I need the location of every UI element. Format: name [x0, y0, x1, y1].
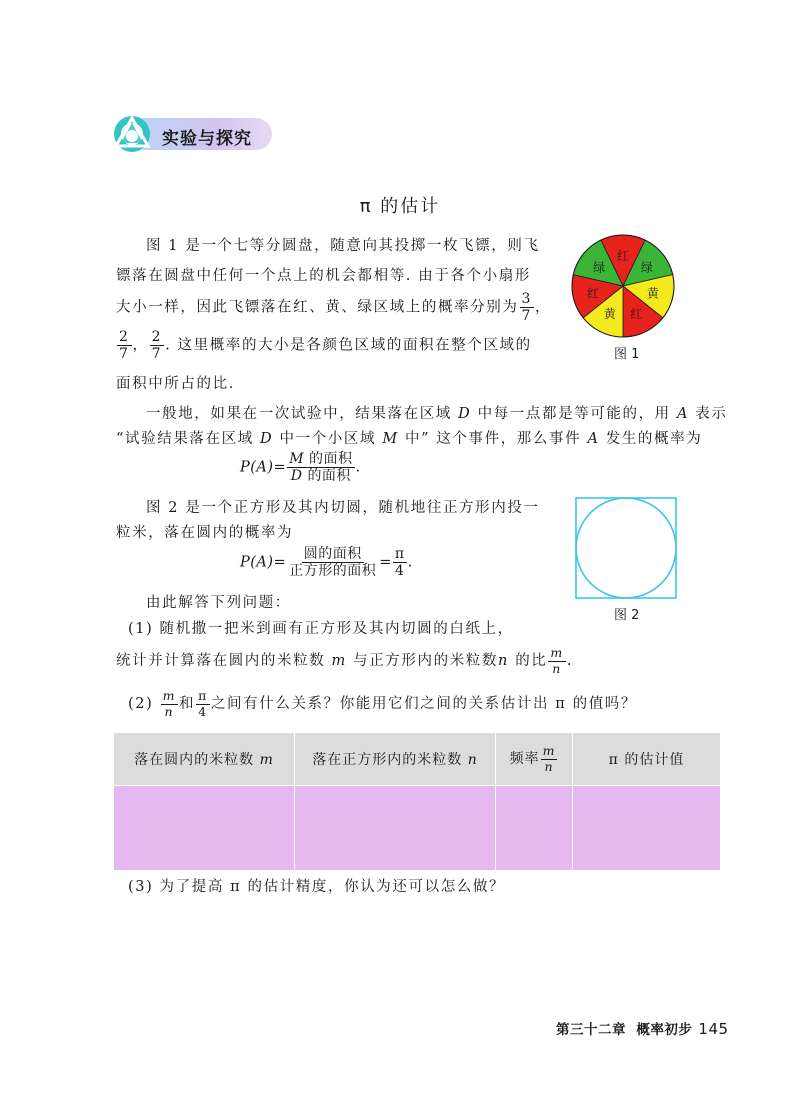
pi-over-4 — [393, 547, 407, 578]
den-text: 的面积 — [307, 468, 351, 484]
header-text: 落在正方形内的米粒数 — [312, 752, 463, 768]
para2-text: 中” 这个事件，那么事件 — [404, 431, 582, 447]
frac-den: n — [164, 703, 175, 719]
period: . — [355, 459, 361, 476]
figure2-square-circle — [575, 497, 677, 599]
formula-lhs: P(A)= — [240, 459, 287, 476]
period: . — [407, 554, 413, 571]
header-frequency — [496, 733, 573, 786]
footer-chapter: 第三十二章 — [556, 1022, 626, 1038]
footer-section: 概率初步 — [636, 1022, 693, 1038]
frac-num: 3 — [521, 291, 533, 307]
var-n: n — [467, 752, 478, 768]
banner-title: 实验与探究 — [162, 129, 252, 149]
period: . — [566, 653, 574, 669]
para2-text: 发生的概率为 — [605, 431, 703, 447]
frac-den: 4 — [395, 563, 405, 579]
formula2-fraction — [287, 547, 378, 578]
q3-line: (3) 为了提高 π 的估计精度，你认为还可以怎么做？ — [128, 879, 506, 895]
header-text: 频率 — [509, 751, 540, 767]
frac-num: π — [198, 688, 208, 703]
frac-num: π — [394, 546, 405, 562]
frac-num: m — [162, 688, 177, 703]
header-pi-estimate: π 的估计值 — [573, 733, 721, 786]
var-A: A — [587, 431, 600, 447]
frac-num: 2 — [151, 329, 163, 345]
formula-circle-probability — [240, 547, 413, 578]
var-D: D — [458, 406, 472, 422]
var-M: M — [289, 451, 305, 467]
var-D: D — [260, 431, 274, 447]
q1-line2 — [116, 647, 573, 675]
table-header-row — [114, 733, 720, 786]
disk-sector-label: 红 — [616, 248, 630, 263]
formula-event-probability — [240, 452, 361, 483]
disk-sector-label: 绿 — [593, 260, 606, 275]
para2-text: 一般地，如果在一次试验中，结果落在区域 — [146, 406, 452, 422]
header-text: 落在圆内的米粒数 — [134, 752, 255, 768]
frac-num: 2 — [119, 329, 130, 345]
data-table — [114, 733, 720, 870]
para1-line3-text: 大小一样，因此飞镖落在红、黄、绿区域上的概率分别为 — [116, 299, 519, 316]
cell-circle-count[interactable] — [114, 786, 295, 871]
para2-line1 — [146, 403, 728, 425]
q1-line1: (1) 随机撒一把米到画有正方形及其内切圆的白纸上， — [128, 621, 514, 637]
frac-den — [289, 468, 353, 483]
comma: ， — [132, 337, 149, 354]
pi-over-4 — [196, 690, 210, 718]
m-over-n — [548, 647, 565, 675]
disk-sector-label: 红 — [587, 286, 600, 301]
comma: ， — [535, 299, 552, 316]
num-text: 的面积 — [309, 451, 353, 467]
frac-den: 正方形的面积 — [289, 563, 377, 579]
figure1-caption: 图 1 — [614, 347, 640, 362]
equals: = — [379, 554, 392, 571]
frac-den: n — [544, 758, 554, 774]
frac-num: m — [550, 645, 564, 660]
cell-pi-estimate[interactable] — [573, 786, 721, 871]
header-circle-count — [114, 733, 295, 786]
fraction-red — [520, 292, 535, 323]
q1-text: 统计并计算落在圆内的米粒数 — [116, 653, 326, 669]
var-D: D — [290, 468, 303, 484]
var-n: n — [498, 653, 509, 669]
para1-line4-text: . 这里概率的大小是各颜色区域的面积在整个区域的 — [165, 337, 532, 354]
var-m: m — [331, 653, 347, 669]
fraction-yellow — [117, 330, 132, 361]
var-M: M — [382, 431, 399, 447]
answer-intro: 由此解答下列问题： — [146, 595, 291, 611]
figure1-disk — [570, 233, 676, 339]
para1-line4 — [116, 330, 532, 361]
para1-line3 — [116, 292, 551, 323]
frac-den: 4 — [198, 703, 208, 719]
para3-line2: 粒米，落在圆内的概率为 — [116, 525, 294, 541]
para2-text: 中每一点都是等可能的，用 — [477, 406, 671, 422]
para2-text: 中一个小区域 — [279, 431, 377, 447]
var-A: A — [677, 406, 690, 422]
figure2-caption: 图 2 — [614, 608, 640, 623]
frac-den: n — [552, 660, 562, 676]
formula-lhs: P(A)= — [240, 554, 287, 571]
q2-line — [128, 690, 637, 718]
var-m: m — [259, 752, 274, 768]
banner-logo-icon — [112, 112, 156, 156]
page-footer — [556, 1018, 729, 1038]
section-banner — [112, 112, 272, 154]
para1-line2: 镖落在圆盘中任何一个点上的机会都相等. 由于各个小扇形 — [116, 268, 531, 284]
frac-den: 7 — [119, 346, 130, 362]
header-square-count — [295, 733, 496, 786]
disk-sector-label: 红 — [630, 307, 643, 322]
q2-text: 之间有什么关系？你能用它们之间的关系估计出 π 的值吗？ — [210, 696, 637, 712]
para3-line1: 图 2 是一个正方形及其内切圆，随机地往正方形内投一 — [146, 500, 540, 516]
disk-sector-label: 黄 — [646, 286, 659, 301]
frac-den: 7 — [521, 308, 533, 324]
para2-line2 — [116, 428, 702, 450]
page-number: 145 — [698, 1020, 729, 1038]
formula1-fraction — [287, 452, 354, 483]
cell-square-count[interactable] — [295, 786, 496, 871]
q2-and: 和 — [179, 696, 196, 712]
para1-line5: 面积中所占的比. — [116, 376, 235, 392]
m-over-n — [541, 745, 558, 773]
q2-prefix: (2) — [128, 696, 154, 712]
disk-sector-label: 绿 — [640, 260, 653, 275]
frac-num — [287, 452, 354, 468]
table-row — [114, 786, 720, 871]
para2-text: 表示 — [695, 406, 728, 422]
frac-num: m — [542, 743, 556, 758]
para2-text: “试验结果落在区域 — [116, 431, 254, 447]
m-over-n — [161, 690, 178, 718]
cell-frequency[interactable] — [496, 786, 573, 871]
frac-den: 7 — [151, 346, 163, 362]
disk-sector-label: 黄 — [603, 307, 616, 322]
fraction-green — [150, 330, 165, 361]
q1-text: 的比 — [515, 653, 548, 669]
q1-text: 与正方形内的米粒数 — [353, 653, 499, 669]
para1-line1: 图 1 是一个七等分圆盘，随意向其投掷一枚飞镖，则飞 — [146, 238, 540, 254]
page-title: π 的估计 — [359, 196, 441, 217]
frac-num: 圆的面积 — [303, 546, 362, 562]
